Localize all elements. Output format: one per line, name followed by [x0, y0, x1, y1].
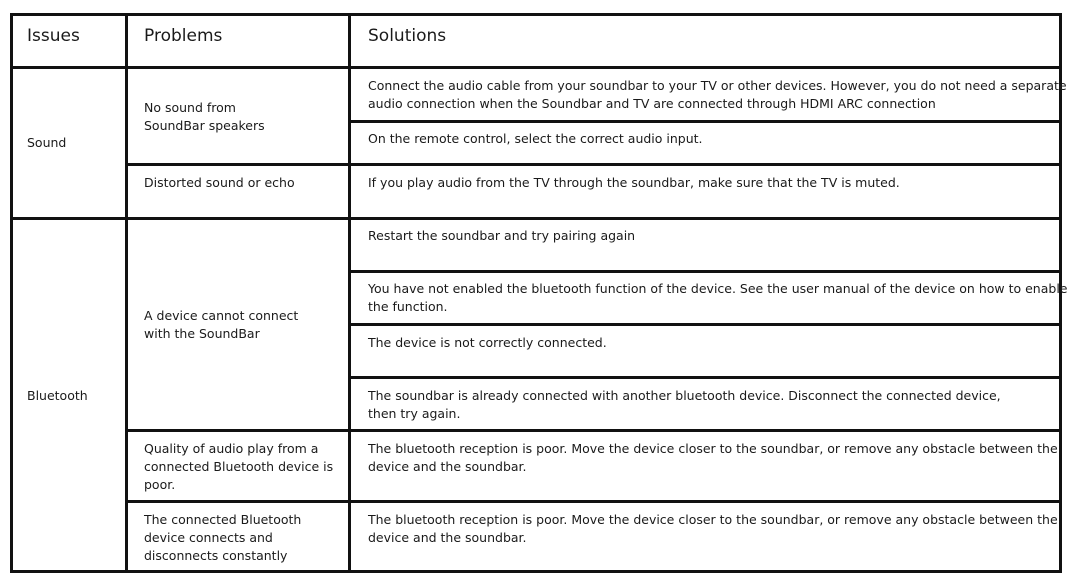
problem-divider — [125, 500, 1062, 503]
solution-cell: The bluetooth reception is poor. Move the device closer to the soundbar, or remove any obstacle between the device and the soundbar. — [368, 441, 1058, 474]
solution-cell: The soundbar is already connected with another bluetooth device. Disconnect the connected device, then try again. — [368, 388, 1001, 421]
column-divider-problems — [348, 13, 351, 573]
problem-cell: Quality of audio play from a connected Bluetooth device is poor. — [144, 441, 334, 492]
header-problems: Problems — [144, 26, 223, 46]
group-divider — [10, 217, 1062, 220]
header-row-divider — [10, 66, 1062, 69]
solution-divider — [348, 376, 1062, 379]
problem-cell: A device cannot connect with the SoundBar — [144, 308, 299, 341]
problem-divider — [125, 163, 1062, 166]
problem-cell: No sound from SoundBar speakers — [144, 100, 265, 133]
solution-cell: The bluetooth reception is poor. Move the device closer to the soundbar, or remove any obstacle between the device and the soundbar. — [368, 512, 1058, 545]
column-divider-issues — [125, 13, 128, 573]
solution-cell: The device is not correctly connected. — [368, 335, 607, 350]
header-issues: Issues — [27, 26, 80, 46]
solution-divider — [348, 323, 1062, 326]
solution-cell: If you play audio from the TV through the soundbar, make sure that the TV is muted. — [368, 175, 900, 190]
problem-divider — [125, 429, 1062, 432]
solution-divider — [348, 270, 1062, 273]
problem-cell: Distorted sound or echo — [144, 175, 295, 190]
header-solutions: Solutions — [368, 26, 447, 46]
solution-cell: Connect the audio cable from your soundbar to your TV or other devices. However, you do not need a separate audio connection when the Soundbar and TV are connected through HDMI ARC connection — [368, 78, 1067, 111]
problem-cell: The connected Bluetooth device connects and disconnects constantly — [144, 512, 302, 563]
issue-cell: Sound — [27, 135, 67, 150]
solution-cell: You have not enabled the bluetooth function of the device. See the user manual of the device on how to enable the function. — [368, 281, 1068, 314]
issue-cell: Bluetooth — [27, 388, 88, 403]
solution-divider — [348, 120, 1062, 123]
solution-cell: Restart the soundbar and try pairing again — [368, 228, 636, 243]
solution-cell: On the remote control, select the correct audio input. — [368, 131, 703, 146]
